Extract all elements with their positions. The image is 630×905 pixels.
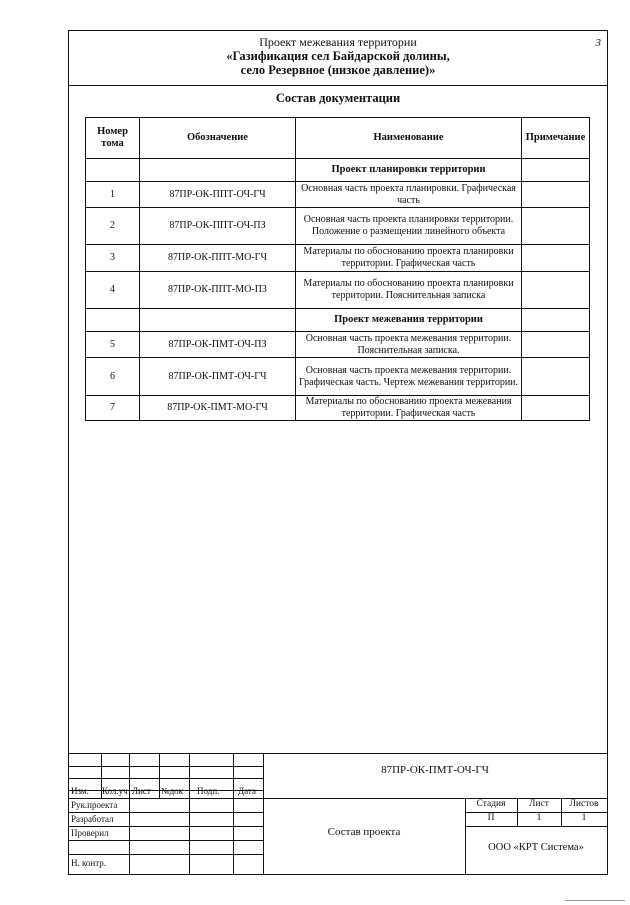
stamp-role-norm-control: Н. контр. — [71, 858, 107, 868]
title-block-stamp — [69, 753, 607, 874]
note — [522, 272, 590, 309]
table-group-row — [86, 159, 590, 182]
volume-number: 3 — [86, 245, 140, 272]
stamp-col-sheet: Лист — [132, 786, 151, 796]
table-row — [86, 332, 590, 358]
table-row — [86, 208, 590, 245]
volume-number: 6 — [86, 358, 140, 396]
designation-code: 87ПР-ОК-ППТ-ОЧ-ГЧ — [140, 182, 296, 208]
group-title: Проект межевания территории — [296, 309, 522, 332]
note — [522, 358, 590, 396]
table-row — [86, 396, 590, 421]
document-name: Основная часть проекта планировки территории. Положение о размещении линейного объекта — [296, 208, 522, 245]
document-header — [69, 35, 607, 77]
stamp-col-docno: №док — [161, 786, 184, 796]
document-name: Основная часть проекта межевания территории. Пояснительная записка. — [296, 332, 522, 358]
designation-code: 87ПР-ОК-ППТ-МО-ГЧ — [140, 245, 296, 272]
document-name: Материалы по обоснованию проекта межевания территории. Графическая часть — [296, 396, 522, 421]
header-line-2: «Газификация сел Байдарской долины, — [226, 49, 450, 63]
volume-number: 7 — [86, 396, 140, 421]
document-name: Материалы по обоснованию проекта планировки территории. Графическая часть — [296, 245, 522, 272]
header-line-3: село Резервное (низкое давление)» — [240, 63, 436, 77]
scan-edge-mark — [565, 900, 625, 901]
designation-code: 87ПР-ОК-ПМТ-ОЧ-ПЗ — [140, 332, 296, 358]
stamp-role-lead: Рук.проекта — [71, 800, 118, 810]
stamp-sheets-label: Листов — [569, 799, 599, 809]
group-title: Проект планировки территории — [296, 159, 522, 182]
table-row — [86, 182, 590, 208]
table-row — [86, 245, 590, 272]
volume-number: 5 — [86, 332, 140, 358]
note — [522, 208, 590, 245]
designation-code: 87ПР-ОК-ППТ-МО-ПЗ — [140, 272, 296, 309]
table-header-row — [86, 118, 590, 159]
column-header-name: Наименование — [296, 118, 522, 159]
stamp-col-signature: Подп. — [197, 786, 220, 796]
stamp-designation: 87ПР-ОК-ПМТ-ОЧ-ГЧ — [381, 764, 489, 776]
stamp-company: ООО «КРТ Система» — [488, 842, 584, 853]
stamp-document-title: Состав проекта — [327, 826, 401, 838]
column-header-note: Примечание — [522, 118, 590, 159]
document-name: Основная часть проекта планировки. Графическая часть — [296, 182, 522, 208]
column-header-volume: Номер тома — [86, 118, 140, 159]
stamp-sheets-value: 1 — [581, 813, 587, 823]
page-number: 3 — [595, 37, 601, 49]
stamp-col-date: Дата — [238, 786, 256, 796]
table-row — [86, 272, 590, 309]
header-divider — [69, 85, 607, 86]
volume-number: 2 — [86, 208, 140, 245]
note — [522, 182, 590, 208]
stamp-role-checker: Проверил — [71, 828, 109, 838]
header-line-1: Проект межевания территории — [259, 35, 417, 49]
note — [522, 245, 590, 272]
column-header-designation: Обозначение — [140, 118, 296, 159]
document-name: Материалы по обоснованию проекта планировки территории. Пояснительная записка — [296, 272, 522, 309]
document-name: Основная часть проекта межевания территории. Графическая часть. Чертеж межевания территории. — [296, 358, 522, 396]
stamp-role-developer: Разработал — [71, 814, 114, 824]
volume-number: 4 — [86, 272, 140, 309]
stamp-col-change: Изм. — [71, 786, 89, 796]
drawing-frame — [68, 30, 608, 875]
note — [522, 396, 590, 421]
stamp-stage-label: Стадия — [476, 799, 506, 809]
volume-number: 1 — [86, 182, 140, 208]
documents-table — [85, 117, 590, 421]
stamp-col-count: Кол.уч — [102, 786, 128, 796]
stamp-sheet-label: Лист — [529, 799, 549, 809]
stamp-sheet-value: 1 — [536, 813, 542, 823]
designation-code: 87ПР-ОК-ППТ-ОЧ-ПЗ — [140, 208, 296, 245]
designation-code: 87ПР-ОК-ПМТ-ОЧ-ГЧ — [140, 358, 296, 396]
designation-code: 87ПР-ОК-ПМТ-МО-ГЧ — [140, 396, 296, 421]
section-title: Состав документации — [275, 91, 401, 105]
table-row — [86, 358, 590, 396]
note — [522, 332, 590, 358]
table-group-row — [86, 309, 590, 332]
stamp-stage-value: П — [487, 813, 495, 823]
